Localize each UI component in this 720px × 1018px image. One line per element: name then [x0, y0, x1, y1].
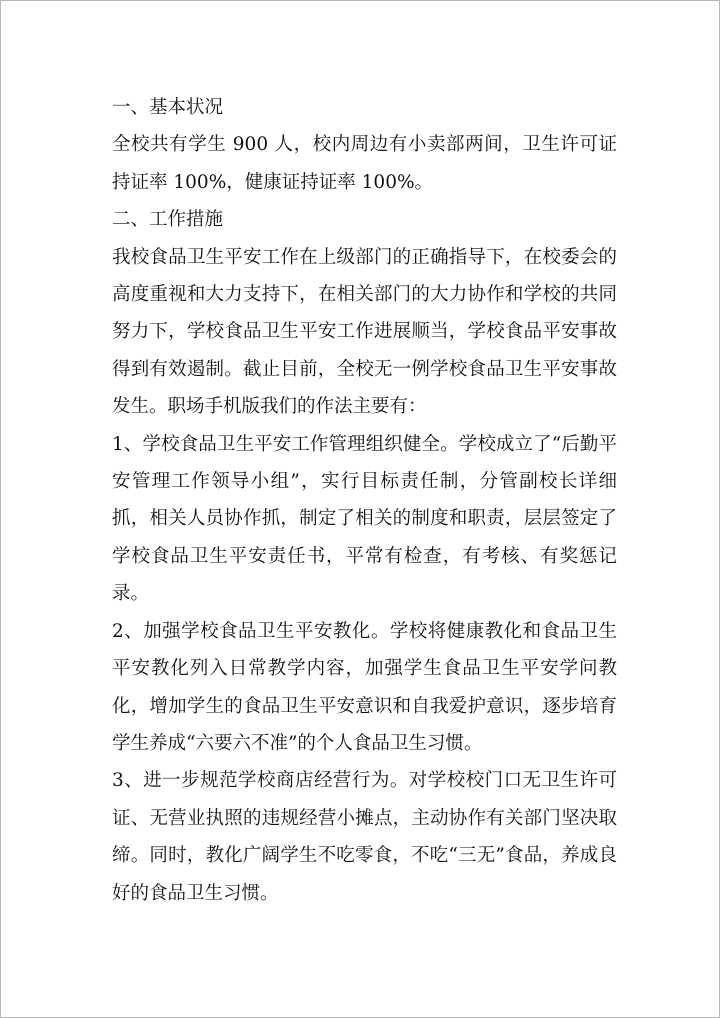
paragraph-overview: 我校食品卫生平安工作在上级部门的正确指导下，在校委会的高度重视和大力支持下，在相关部门的大力协作和学校的共同努力下，学校食品卫生平安工作进展顺当，学校食品平安事故得到有效遏制。截止目前，全校无一例学校食品卫生平安事故发生。职场手机版我们的作法主要有：	[112, 246, 617, 418]
document-body	[112, 89, 617, 912]
paragraph-measure-3: 3、进一步规范学校商店经营行为。对学校校门口无卫生许可证、无营业执照的违规经营小摊点，主动协作有关部门坚决取缔。同时，教化广阔学生不吃零食，不吃“三无”食品，养成良好的食品卫生习惯。	[112, 770, 617, 904]
section-heading-basic-status: 一、基本状况	[112, 97, 224, 118]
paragraph-basic-status: 全校共有学生 900 人，校内周边有小卖部两间，卫生许可证持证率 100%，健康证持证率 100%。	[112, 134, 617, 193]
section-heading-work-measures: 二、工作措施	[112, 209, 224, 231]
paragraph-measure-2: 2、加强学校食品卫生平安教化。学校将健康教化和食品卫生平安教化列入日常教学内容，加强学生食品卫生平安学问教化，增加学生的食品卫生平安意识和自我爱护意识，逐步培育学生养成“六要六不准”的个人食品卫生习惯。	[112, 620, 617, 754]
paragraph-measure-1: 1、学校食品卫生平安工作管理组织健全。学校成立了“后勤平安管理工作领导小组”，实行目标责任制，分管副校长详细抓，相关人员协作抓，制定了相关的制度和职责，层层签定了学校食品卫生平安责任书，平常有检查，有考核、有奖惩记录。	[112, 433, 617, 605]
